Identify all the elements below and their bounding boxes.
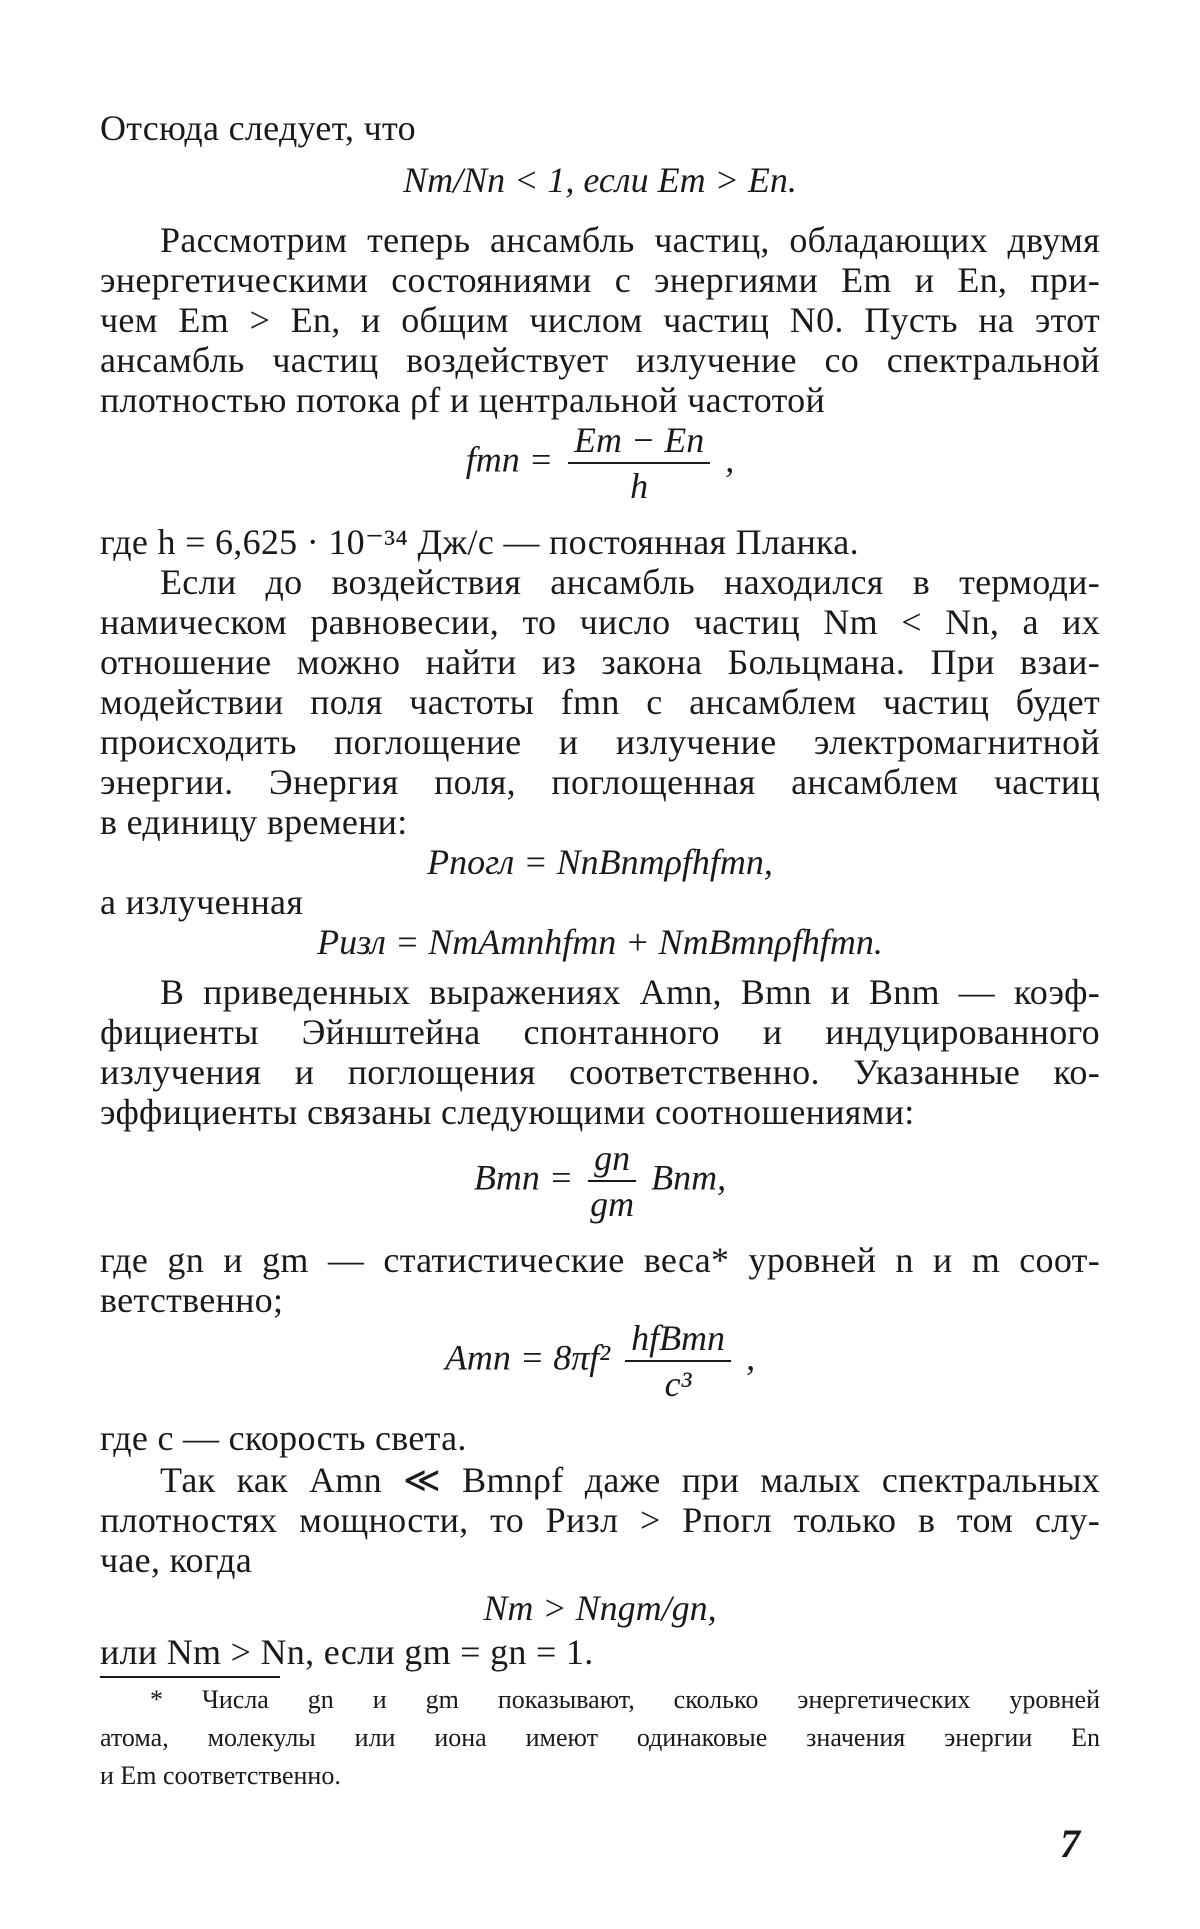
equation-frequency xyxy=(0,420,1200,506)
fraction xyxy=(588,1138,636,1224)
page-number: 7 xyxy=(1060,1821,1080,1866)
text-line: эффициенты связаны следующими соотношениями: xyxy=(100,1092,915,1132)
text-line: чем Em > En, и общим числом частиц N0. Пусть на этот xyxy=(100,300,1100,340)
text-line: модействии поля частоты fmn с ансамблем частиц будет xyxy=(100,682,1100,722)
equation-lhs: Amn = 8πf² xyxy=(444,1337,611,1378)
fraction xyxy=(625,1318,731,1404)
text-line: намическом равновесии, то число частиц Nm < Nn, а их xyxy=(100,602,1100,642)
equation-tail: , xyxy=(725,439,735,480)
footnote-line: атома, молекулы или иона имеют одинаковые значения энергии En xyxy=(100,1723,1100,1752)
text-line: Отсюда следует, что xyxy=(100,108,416,148)
text-line: чае, когда xyxy=(100,1540,252,1580)
fraction-numerator: hfBmn xyxy=(625,1318,731,1362)
equation-inversion: Nm > Nngm/gn, xyxy=(483,1588,717,1628)
footnote-line: и Em соответственно. xyxy=(100,1761,341,1790)
fraction-denominator: h xyxy=(630,466,649,506)
equation-absorbed: Pпогл = NnBnmρfhfmn, xyxy=(427,842,773,882)
fraction-denominator: gm xyxy=(590,1184,635,1224)
text-line: или Nm > Nn, если gm = gn = 1. xyxy=(100,1632,594,1672)
text-line: Так как Amn ≪ Bmnρf даже при малых спектральных xyxy=(160,1460,1100,1500)
fraction xyxy=(568,420,710,506)
equation-tail: , xyxy=(746,1337,756,1378)
text-line: ансамбль частиц воздействует излучение со спектральной xyxy=(100,340,1100,380)
text-line: ветственно; xyxy=(100,1280,284,1320)
footnote-line: * Числа gn и gm показывают, сколько энергетических уровней xyxy=(150,1685,1100,1714)
text-line: энергетическими состояниями с энергиями Em и En, при- xyxy=(100,260,1100,300)
text-line: Рассмотрим теперь ансамбль частиц, обладающих двумя xyxy=(160,220,1100,260)
text-line: плотностью потока ρf и центральной частотой xyxy=(100,380,826,420)
equation-lhs: fmn = xyxy=(465,439,553,480)
text-line: где c — скорость света. xyxy=(100,1418,467,1458)
fraction-numerator: Em − En xyxy=(568,420,710,464)
equation-tail: Bnm, xyxy=(651,1157,727,1198)
fraction-denominator: c³ xyxy=(664,1364,692,1404)
text-line: происходить поглощение и излучение электромагнитной xyxy=(100,722,1100,762)
fraction-numerator: gn xyxy=(588,1138,636,1182)
footnote-rule xyxy=(100,1676,280,1678)
text-line: Если до воздействия ансамбль находился в термоди- xyxy=(160,562,1100,602)
text-line: где gn и gm — статистические веса* уровней n и m соот- xyxy=(100,1240,1100,1280)
text-line: В приведенных выражениях Amn, Bmn и Bnm — коэф- xyxy=(160,972,1100,1012)
text-line: излучения и поглощения соответственно. Указанные ко- xyxy=(100,1052,1100,1092)
text-line: энергии. Энергия поля, поглощенная ансамблем частиц xyxy=(100,762,1100,802)
equation-emitted: Pизл = NmAmnhfmn + NmBmnρfhfmn. xyxy=(317,922,883,962)
equation-lhs: Bmn = xyxy=(473,1157,574,1198)
text-line: отношение можно найти из закона Больцмана. При взаи- xyxy=(100,642,1100,682)
equation-einstein-b xyxy=(0,1138,1200,1224)
text-line: в единицу времени: xyxy=(100,802,408,842)
equation-ratio: Nm/Nn < 1, если Em > En. xyxy=(403,160,797,200)
text-line: плотностях мощности, то Pизл > Pпогл только в том слу- xyxy=(100,1500,1100,1540)
text-line: где h = 6,625 · 10⁻³⁴ Дж/с — постоянная Планка. xyxy=(100,522,859,562)
text-line: а излученная xyxy=(100,882,304,922)
text-line: фициенты Эйнштейна спонтанного и индуцированного xyxy=(100,1012,1100,1052)
equation-einstein-a xyxy=(0,1318,1200,1404)
